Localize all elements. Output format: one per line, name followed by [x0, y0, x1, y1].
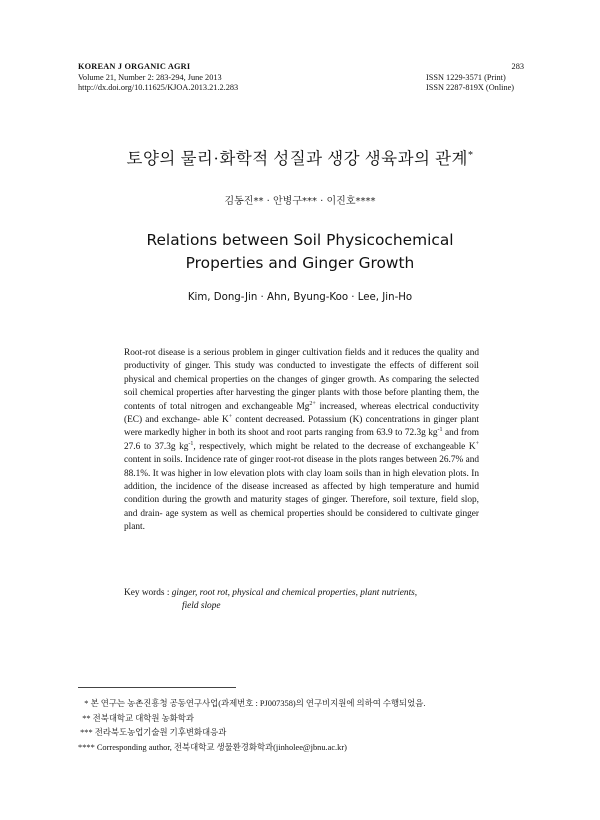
keywords-label: Key words :	[124, 588, 170, 598]
keywords-terms-continued: field slope	[182, 601, 221, 612]
abstract-text-2: increased, whereas electrical conductivity (EC) and exchange- able K	[124, 401, 479, 426]
footnote-author-2: ** 전북대학교 대학원 농화학과	[78, 713, 194, 723]
english-title-line-2: Properties and Ginger Growth	[185, 253, 415, 272]
abstract-text-6: content in soils. Incidence rate of ginger root-rot disease in the plots ranges between 26.7% and 88.1%. It was higher in low elevation plots with clay loam soils than in high elevation plots. In addition, the incidence of the disease increased as affected by high temperature and humid condition during the growth and maturity stages of ginger. Therefore, soil texture, field slop, and drain- age system as well as chemical properties should be considered to cultivate ginger plant.	[124, 455, 479, 533]
journal-name: KOREAN J ORGANIC AGRI	[78, 62, 191, 71]
english-authors: Kim, Dong-Jin · Ahn, Byung-Koo · Lee, Jin-Ho	[187, 292, 413, 303]
korean-title-text: 토양의 물리·화학적 성질과 생강 생육과의 관계	[126, 149, 468, 168]
abstract-sup-2: +	[228, 413, 233, 420]
issn-print: ISSN 1229-3571 (Print)	[426, 72, 506, 82]
abstract-sup-3: -1	[437, 427, 443, 434]
abstract-text-1: Root-rot disease is a serious problem in ginger cultivation fields and it reduces the quality and productivity of ginger. This study was conducted to investigate the effects of different soil physical and chemical properties on the changes of ginger growth. As comparing the selected soil chemical properties after harvesting the ginger plants with those before planting them, the contents of total nitrogen and exchangeable Mg	[124, 348, 479, 412]
english-title-line-1: Relations between Soil Physicochemical	[146, 231, 454, 249]
title-footnote-marker: *	[467, 150, 474, 161]
abstract-sup-5: +	[475, 440, 479, 447]
abstract-sup-1: 2+	[309, 400, 316, 407]
abstract-sup-4: -1	[188, 440, 194, 447]
footnotes	[78, 697, 528, 756]
abstract-text-5: , respectively, which might be related to the decrease of exchangeable K	[193, 441, 476, 452]
korean-authors: 김동진** · 안병구*** · 이진호****	[224, 196, 376, 207]
page-number: 283	[511, 62, 524, 71]
abstract	[124, 347, 479, 535]
volume-info: Volume 21, Number 2: 283-294, June 2013	[78, 72, 222, 82]
keywords	[124, 587, 484, 613]
issn-online: ISSN 2287-819X (Online)	[426, 83, 515, 93]
keywords-terms: ginger, root rot, physical and chemical properties, plant nutrients,	[171, 588, 418, 598]
journal-header-left	[78, 62, 238, 94]
doi-link[interactable]: http://dx.doi.org/10.11625/KJOA.2013.21.2.283	[78, 83, 239, 93]
journal-header-right	[426, 62, 524, 94]
english-title	[0, 229, 600, 274]
korean-title	[0, 145, 600, 169]
abstract-text-4: and from 27.6 to 37.3g kg	[124, 428, 479, 452]
footnote-divider	[78, 687, 236, 688]
footnote-funding: * 본 연구는 농촌진흥청 공동연구사업(과제번호 : PJ007358)의 연구비지원에 의하여 수행되었음.	[78, 699, 426, 708]
footnote-corresponding: **** Corresponding author, 전북대학교 생물환경화학과(jinholee@jbnu.ac.kr)	[78, 743, 347, 753]
footnote-author-3: *** 전라북도농업기술원 기후변화대응과	[78, 728, 227, 738]
abstract-text-3: content decreased. Potassium (K) concentrations in ginger plant were markedly higher in both its shoot and root parts ranging from 63.9 to 72.3g kg	[124, 415, 480, 439]
